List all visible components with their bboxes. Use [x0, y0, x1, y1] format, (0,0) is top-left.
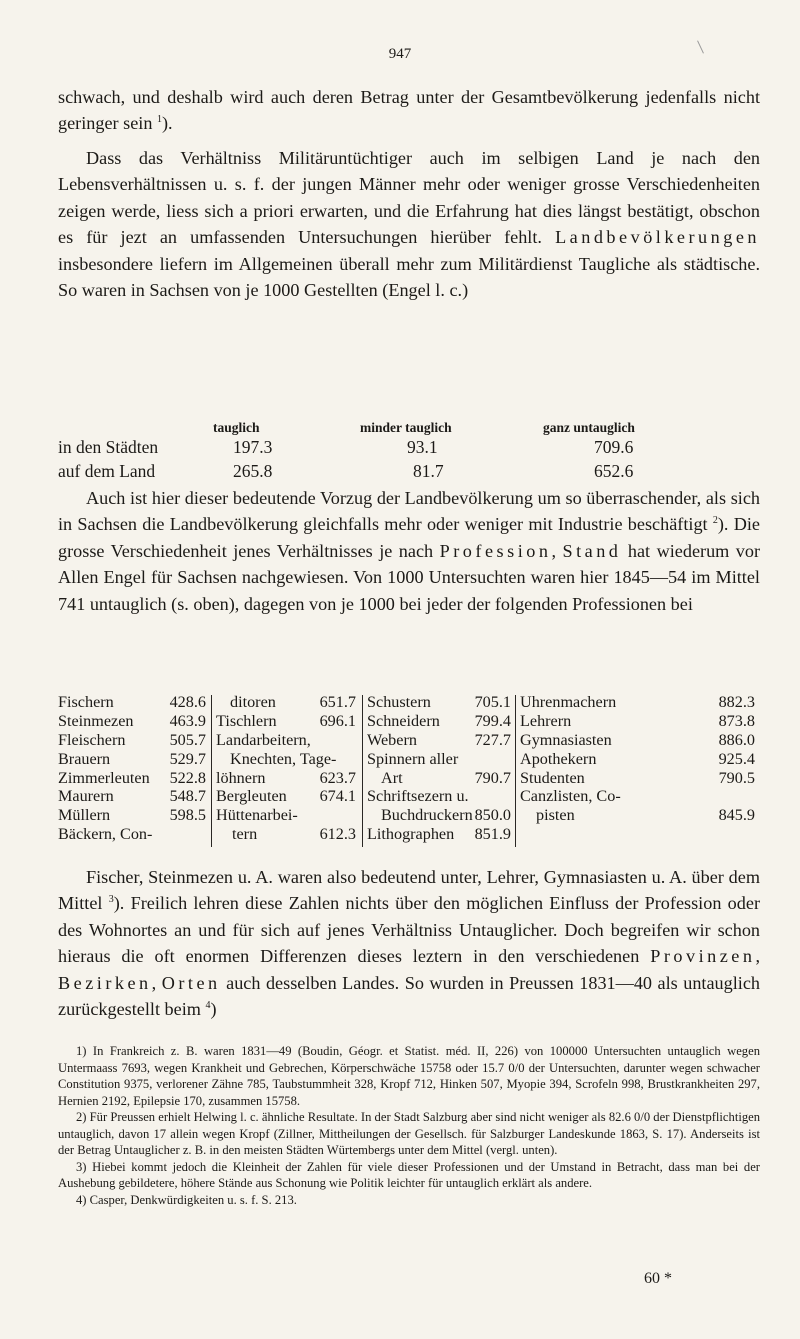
profession-name: Fleischern [58, 730, 126, 749]
profession-column [216, 693, 356, 853]
comparison-row [58, 437, 760, 461]
comparison-header: tauglich [213, 420, 260, 435]
profession-value: 505.7 [169, 730, 206, 749]
paragraph-3-spaced-2: Stand [562, 540, 622, 561]
profession-row [58, 787, 206, 806]
profession-row [520, 769, 755, 788]
profession-row [367, 712, 511, 731]
profession-name: Webern [367, 730, 417, 749]
profession-row [520, 693, 755, 712]
paragraph-3-text-c: hat wiederum vor Allen Engel für Sachsen nachgewiesen. Von 1000 Untersuchten waren hier 1845—54 im Mittel 741 untauglich (s. oben), dagegen von je 1000 bei jeder der folgenden Professionen bei [58, 540, 761, 614]
profession-row [58, 806, 206, 825]
profession-value: 705.1 [474, 693, 511, 711]
comparison-cell: 81.7 [413, 461, 444, 481]
profession-name: Steinmezen [58, 711, 134, 730]
page-number: 947 [388, 46, 412, 62]
profession-name: Apothekern [520, 749, 597, 768]
profession-value: 790.5 [718, 768, 755, 787]
profession-value: 522.8 [169, 768, 206, 787]
profession-value: 845.9 [718, 806, 755, 825]
profession-value: 925.4 [718, 749, 755, 768]
profession-row [367, 750, 511, 769]
paragraph-2-text-a: Dass das Verhältniss Militäruntüchtiger auch im selbigen Land je nach den Lebensverhältnissen u. s. f. der jungen Männer mehr oder weniger grosse Verschiedenheiten zeigen werde, liess sich a priori erwarten, und die Erfahrung hat dies längst bestätigt, obschon es für jezt an umfassenden Untersuchungen hierüber fehlt. [58, 148, 760, 248]
footnote-ref-2: 2 [712, 515, 718, 527]
profession-value: 799.4 [474, 711, 511, 730]
paragraph-1-end: ). [161, 113, 173, 134]
profession-value: 548.7 [169, 787, 206, 806]
profession-column [367, 693, 511, 853]
paragraph-4-text-b: ). Freilich lehren diese Zahlen nichts über den möglichen Einfluss der Profession oder des Wohnortes an und für sich auf jenes Verhältniss Untauglicher. Doch begreifen wir schon hieraus die oft enormen Differenzen dieses leztern in den verschiedenen [58, 893, 760, 967]
profession-name: Schneidern [367, 711, 440, 730]
paragraph-1 [58, 84, 760, 137]
profession-row [367, 806, 511, 825]
profession-row [58, 712, 206, 731]
profession-name: Tischlern [216, 711, 277, 730]
paragraph-4-text-a: Fischer, Steinmezen u. A. waren also bedeutend unter, Lehrer, Gymnasiasten u. A. über dem Mittel [58, 867, 760, 914]
profession-row [520, 825, 755, 844]
profession-name: Zimmerleuten [58, 768, 150, 787]
footnote-ref-1: 1 [156, 114, 162, 126]
profession-value: 790.7 [474, 768, 511, 787]
footnote-ref-4: 4 [205, 999, 211, 1011]
profession-name: Bäckern, Con- [58, 825, 153, 844]
paragraph-3-comma: , [551, 540, 556, 561]
profession-name: Spinnern aller [367, 749, 459, 768]
profession-row [58, 825, 206, 844]
comparison-row [58, 461, 760, 485]
footnote: 3) Hiebei kommt jedoch die Kleinheit der Zahlen für viele dieser Professionen und der Umstand in Betracht, dass man bei der Aushebung gebildetere, höhere Stände aus Schonung wie Politik leichter für untauglich erklärt als andere. [58, 1159, 760, 1190]
profession-value: 696.1 [319, 711, 356, 730]
comparison-cell: 197.3 [233, 437, 273, 457]
profession-name: Uhrenmachern [520, 693, 617, 711]
paragraph-4-spaced-1: Provinzen [650, 946, 756, 967]
profession-name: Art [381, 768, 403, 787]
profession-row [520, 712, 755, 731]
paragraph-2 [58, 145, 760, 303]
profession-row [216, 787, 356, 806]
footnote: 2) Für Preussen erhielt Helwing l. c. ähnliche Resultate. In der Stadt Salzburg aber sind nicht weniger als 82.6 0/0 der Dienstpflichtigen untauglich, davon 17 allein wegen Kropf (Zillner, Mittheilungen der Gesellsch. für Salzburger Landeskunde 1863, S. 17). Anderseits ist der Betrag Untauglicher z. B. in den meisten Städten Würtembergs unter dem Mittel (vergl. unten). [58, 1110, 760, 1157]
profession-row [367, 731, 511, 750]
paragraph-3-spaced-1: Profession [439, 540, 552, 561]
comparison-cell: 652.6 [594, 461, 634, 481]
profession-value: 851.9 [474, 825, 511, 844]
profession-name: löhnern [216, 768, 266, 787]
profession-name: Fischern [58, 693, 114, 711]
profession-row [520, 731, 755, 750]
profession-value: 850.0 [474, 806, 511, 825]
profession-row [216, 806, 356, 825]
profession-value: 727.7 [474, 730, 511, 749]
paragraph-3 [58, 485, 760, 617]
profession-row [367, 693, 511, 712]
profession-name: tern [232, 825, 258, 844]
footnote: 1) In Frankreich z. B. waren 1831—49 (Boudin, Géogr. et Statist. méd. II, 226) von 100000 Untersuchten untauglich wegen Untermaass 7693, wegen Krankheit und Gebrechen, Körperschwäche 15758 oder 15.7 0/0 der Untersuchten, darunter wegen schwacher Constitution 9375, verlorener Zähne 785, Taubstummheit 328, Kropf 712, Hinken 507, Myopie 394, Scrofeln 998, Brustkrankheiten 297, Hernien 2192, Epilepsie 170, zusammen 15758. [58, 1044, 760, 1108]
profession-name: Lithographen [367, 825, 455, 844]
profession-row [216, 731, 356, 750]
profession-row [520, 806, 755, 825]
profession-row [520, 787, 755, 806]
profession-value: 598.5 [169, 806, 206, 825]
profession-row [367, 769, 511, 788]
profession-row [520, 750, 755, 769]
profession-name: Schriftsezern u. [367, 787, 469, 806]
profession-row [367, 825, 511, 844]
profession-name: Gymnasiasten [520, 730, 612, 749]
paragraph-4: Fischer, Steinmezen u. A. waren also bedeutend unter, Lehrer, Gymnasiasten u. A. über dem Mittel $^3$). Freilich lehren diese Zahlen nichts über den möglichen Einfluss der Profession oder des Wohnortes an und für sich auf jenes Verhältniss Untauglicher. Doch begreifen wir schon hieraus die oft enormen Differenzen dieses leztern in den verschiedenen Provinzen, Bezirken, Orten auch desselben Landes. So wurden in Preussen 1831—40 als untauglich zurückgestellt beim $^4$) [58, 867, 761, 1020]
profession-value: 612.3 [319, 825, 356, 844]
comparison-row-label: auf dem Land [58, 461, 156, 481]
profession-value: 623.7 [319, 768, 356, 787]
profession-row [58, 769, 206, 788]
paragraph-2-spaced: Landbevölkerungen [555, 227, 761, 248]
profession-name: Buchdruckern [381, 806, 473, 825]
footnote: 4) Casper, Denkwürdigkeiten u. s. f. S. 213. [76, 1192, 297, 1207]
paragraph-3-text-a: Auch ist hier dieser bedeutende Vorzug der Landbevölkerung um so überraschender, als sich in Sachsen die Landbevölkerung gleichfalls mehr oder weniger mit Industrie beschäftigt [58, 488, 760, 535]
column-divider [211, 695, 212, 847]
profession-name: Landarbeitern, [216, 730, 311, 749]
profession-row [216, 825, 356, 844]
profession-name: Lehrern [520, 711, 572, 730]
profession-name: Studenten [520, 768, 585, 787]
profession-table [58, 693, 760, 853]
profession-row [58, 731, 206, 750]
profession-name: Müllern [58, 806, 111, 825]
profession-name: Brauern [58, 749, 111, 768]
footnotes [58, 1043, 760, 1208]
profession-value: 873.8 [718, 711, 755, 730]
profession-row [367, 787, 511, 806]
profession-value: 886.0 [718, 730, 755, 749]
paragraph-3-text-b: ). Die grosse Verschiedenheit jenes Verhältnisses je nach [58, 514, 760, 561]
profession-name: Schustern [367, 693, 431, 711]
profession-value: 529.7 [169, 749, 206, 768]
paragraph-2-text-b: insbesondere liefern im Allgemeinen überall mehr zum Militärdienst Taugliche als städtische. So waren in Sachsen von je 1000 Gestellten (Engel l. c.) [58, 253, 760, 301]
profession-name: Canzlisten, Co- [520, 787, 621, 806]
profession-value: 428.6 [169, 693, 206, 711]
signature-mark: 60 * [644, 1270, 672, 1287]
profession-name: Hüttenarbei- [216, 806, 298, 825]
profession-name: pisten [536, 806, 575, 825]
comparison-row-label: in den Städten [58, 437, 159, 457]
paragraph-4-end: ) [210, 999, 217, 1020]
profession-row [216, 693, 356, 712]
profession-row [58, 750, 206, 769]
profession-value: 463.9 [169, 711, 206, 730]
profession-value: 674.1 [319, 787, 356, 806]
comparison-cell: 709.6 [594, 437, 634, 457]
comparison-cell: 265.8 [233, 461, 273, 481]
paragraph-4-text-c: auch desselben Landes. So wurden in Preussen 1831—40 als untauglich zurückgestellt beim [58, 972, 760, 1020]
profession-row [216, 750, 356, 769]
profession-name: ditoren [230, 693, 276, 711]
profession-value: 882.3 [718, 693, 755, 711]
footnote-ref-3: 3 [108, 894, 114, 906]
profession-row [216, 712, 356, 731]
profession-row [58, 693, 206, 712]
profession-column [520, 693, 755, 853]
column-divider [515, 695, 516, 847]
column-divider [362, 695, 363, 847]
profession-value: 651.7 [319, 693, 356, 711]
comparison-cell: 93.1 [407, 437, 438, 457]
profession-name: Knechten, Tage- [230, 749, 337, 768]
profession-row [216, 769, 356, 788]
comparison-header: ganz untauglich [543, 420, 635, 435]
paragraph-1-text: schwach, und deshalb wird auch deren Betrag unter der Gesamtbevölkerung jedenfalls nicht geringer sein [58, 87, 760, 134]
profession-name: Maurern [58, 787, 114, 806]
paragraph-4-spaced-2: Bezirken [58, 972, 152, 993]
profession-column [58, 693, 206, 853]
profession-name: Bergleuten [216, 787, 287, 806]
paragraph-4-spaced-3: Orten [161, 972, 221, 993]
comparison-header: minder tauglich [360, 420, 452, 435]
